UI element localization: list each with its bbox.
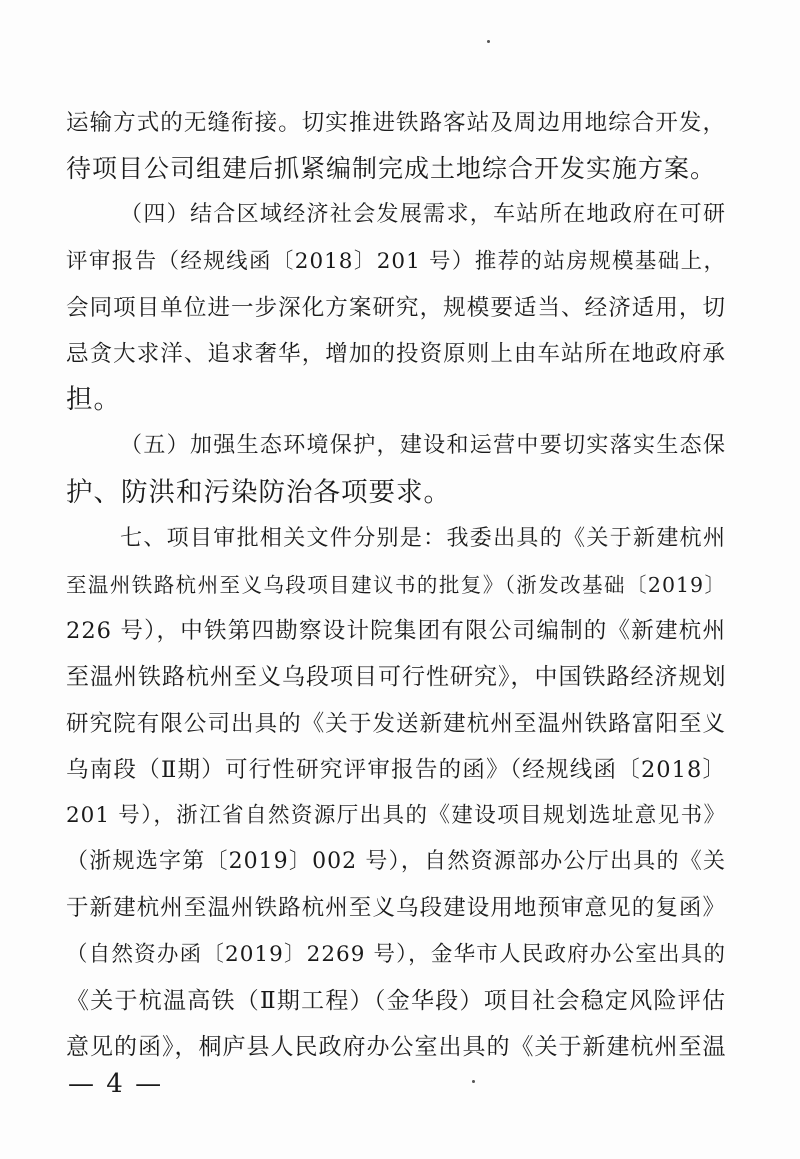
scan-speck xyxy=(472,1080,475,1083)
text-line: （自然资办函〔2019〕2269 号），金华市人民政府办公室出具的 xyxy=(66,941,726,967)
text-line: 护、防洪和污染防治各项要求。 xyxy=(66,476,451,508)
text-line: 担。 xyxy=(66,384,121,416)
text-line: 201 号），浙江省自然资源厅出具的《建设项目规划选址意见书》 xyxy=(66,803,726,828)
text-line: 会同项目单位进一步深化方案研究，规模要适当、经济适用，切 xyxy=(66,294,726,321)
text-line: （浙规选字第〔2019〕002 号），自然资源部办公厅出具的《关 xyxy=(66,849,726,875)
text-line: 《关于杭温高铁（Ⅱ期工程）（金华段）项目社会稳定风险评估 xyxy=(66,987,726,1014)
scan-speck xyxy=(487,40,490,43)
text-line: 226 号），中铁第四勘察设计院集团有限公司编制的《新建杭州 xyxy=(66,618,726,645)
text-line: 至温州铁路杭州至义乌段项目建议书的批复》（浙发改基础〔2019〕 xyxy=(66,573,726,597)
text-line: 乌南段（Ⅱ期）可行性研究评审报告的函》（经规线函〔2018〕 xyxy=(66,756,726,783)
text-line: （五）加强生态环境保护，建设和运营中要切实落实生态保 xyxy=(120,433,726,459)
text-line: 意见的函》，桐庐县人民政府办公室出具的《关于新建杭州至温 xyxy=(66,1034,727,1060)
text-line: 七、项目审批相关文件分别是：我委出具的《关于新建杭州 xyxy=(120,525,726,551)
text-line: （四）结合区域经济社会发展需求，车站所在地政府在可研 xyxy=(120,202,726,228)
text-line: 至温州铁路杭州至义乌段项目可行性研究》，中国铁路经济规划 xyxy=(66,664,727,691)
text-line: 研究院有限公司出具的《关于发送新建杭州至温州铁路富阳至义 xyxy=(66,710,726,737)
text-line: 忌贪大求洋、追求奢华，增加的投资原则上由车站所在地政府承 xyxy=(66,341,726,367)
text-line: 评审报告（经规线函〔2018〕201 号）推荐的站房规模基础上， xyxy=(66,248,726,274)
text-line: 于新建杭州至温州铁路杭州至义乌段建设用地预审意见的复函》 xyxy=(66,895,726,922)
page-number: — 4 — xyxy=(68,1069,164,1099)
text-line: 运输方式的无缝衔接。切实推进铁路客站及周边用地综合开发， xyxy=(66,110,726,136)
text-line: 待项目公司组建后抓紧编制完成土地综合开发实施方案。 xyxy=(66,154,717,184)
